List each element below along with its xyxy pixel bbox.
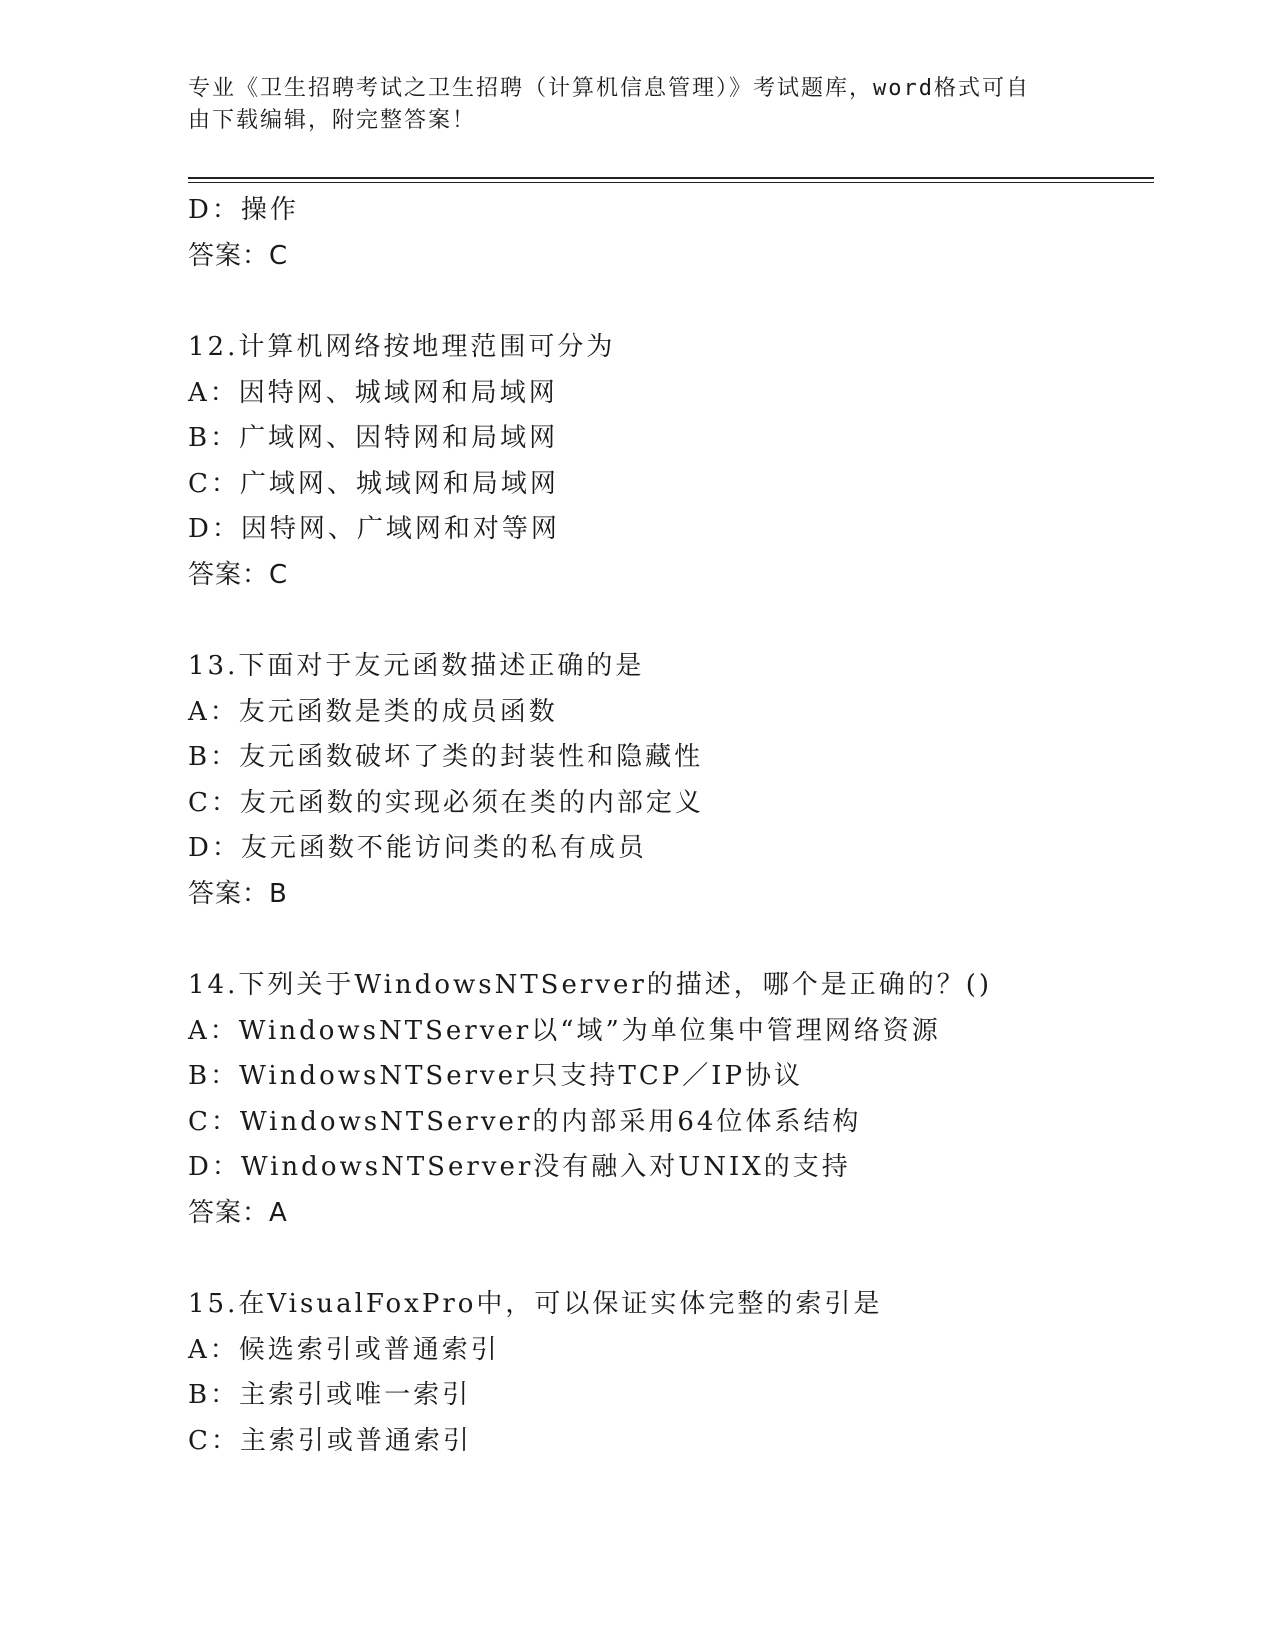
header-divider-thin: [188, 182, 1154, 183]
question-13-stem: 13.下面对于友元函数描述正确的是: [188, 651, 645, 681]
question-13-option-b: B：友元函数破坏了类的封装性和隐藏性: [188, 742, 704, 772]
carryover-answer: 答案：C: [188, 240, 289, 271]
question-14-answer: 答案：A: [188, 1197, 288, 1228]
question-12-stem: 12.计算机网络按地理范围可分为: [188, 332, 616, 362]
header-line-2: 由下载编辑，附完整答案！: [188, 108, 477, 133]
question-15-option-a: A：候选索引或普通索引: [188, 1334, 500, 1365]
question-14-stem: 14.下列关于WindowsNTServer的描述，哪个是正确的？(): [188, 970, 993, 1000]
header-line-1: 专业《卫生招聘考试之卫生招聘（计算机信息管理）》考试题库，word格式可自: [188, 76, 1030, 101]
carryover-option-d: D：操作: [188, 195, 299, 225]
question-14-option-a: A：WindowsNTServer以“域”为单位集中管理网络资源: [188, 1015, 941, 1046]
question-14-option-c: C：WindowsNTServer的内部采用64位体系结构: [188, 1106, 862, 1137]
spacer: [188, 598, 1154, 644]
spacer: [188, 1236, 1154, 1282]
question-15-option-b: B：主索引或唯一索引: [188, 1380, 472, 1410]
question-15-stem: 15.在VisualFoxPro中，可以保证实体完整的索引是: [188, 1289, 883, 1319]
question-12-option-c: C：广域网、城域网和局域网: [188, 468, 559, 499]
question-13-option-c: C：友元函数的实现必须在类的内部定义: [188, 787, 704, 818]
question-12-option-a: A：因特网、城域网和局域网: [188, 377, 558, 408]
question-12-option-b: B：广域网、因特网和局域网: [188, 423, 559, 453]
spacer: [188, 279, 1154, 325]
question-12-option-d: D：因特网、广域网和对等网: [188, 514, 560, 544]
question-list: [188, 188, 1154, 1464]
question-14-option-d: D：WindowsNTServer没有融入对UNIX的支持: [188, 1152, 851, 1182]
question-12-answer: 答案：C: [188, 559, 289, 590]
spacer: [188, 917, 1154, 963]
question-14-option-b: B：WindowsNTServer只支持TCP／IP协议: [188, 1061, 804, 1091]
question-13-option-a: A：友元函数是类的成员函数: [188, 696, 558, 727]
header-divider-thick: [188, 177, 1154, 179]
question-13-answer: 答案：B: [188, 878, 288, 909]
question-15-option-c: C：主索引或普通索引: [188, 1425, 472, 1456]
question-13-option-d: D：友元函数不能访问类的私有成员: [188, 833, 647, 863]
document-header: [188, 73, 1088, 137]
